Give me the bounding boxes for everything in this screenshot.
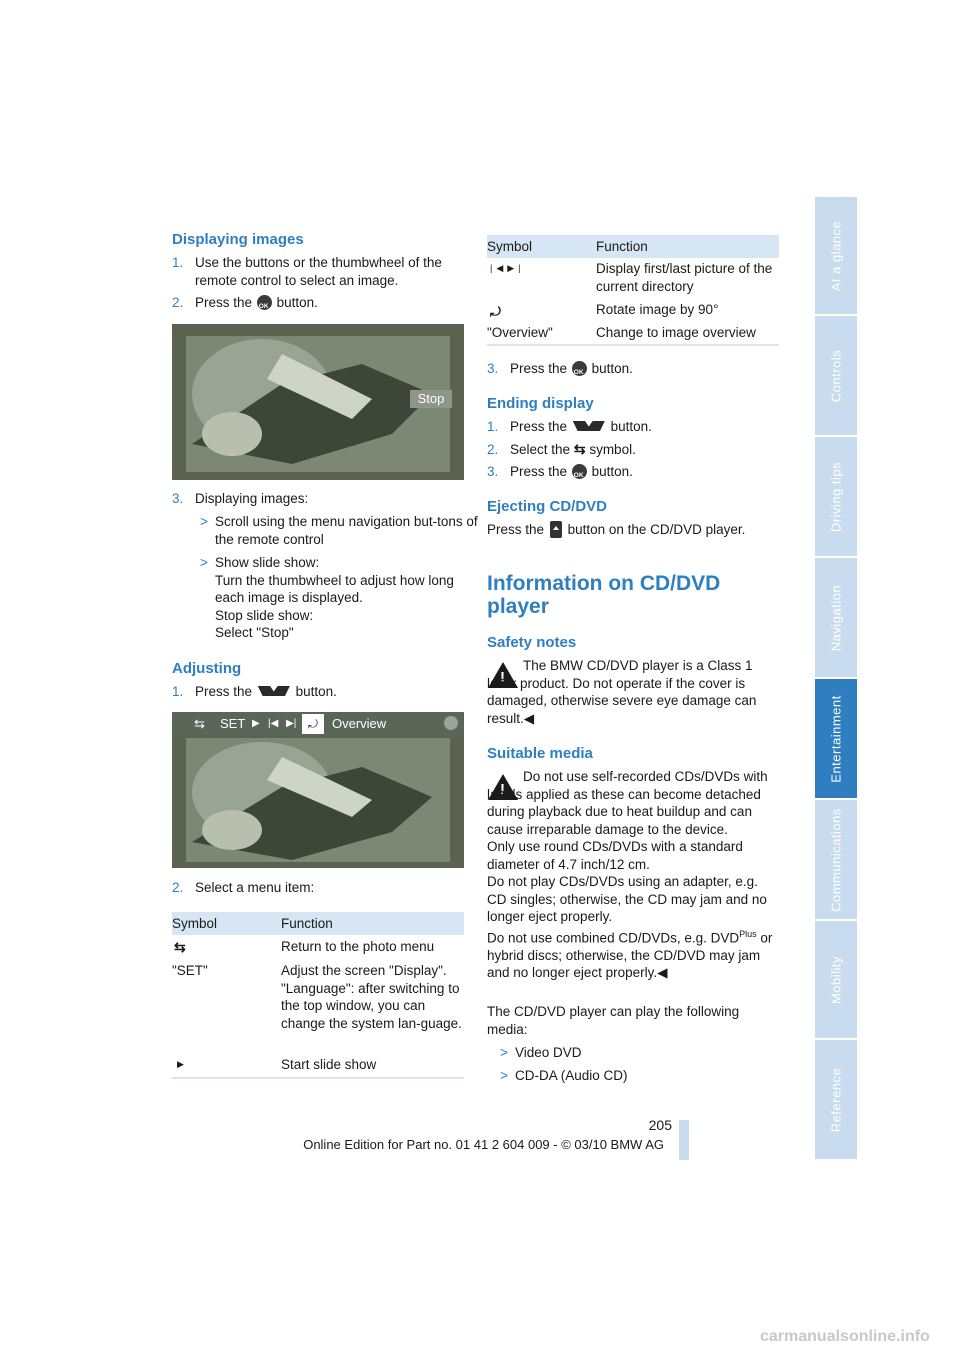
safety-text: The BMW CD/DVD player is a Class 1 laser product. Do not operate if the cover is damaged, otherwise severe eye damage can result.◀ xyxy=(487,658,757,726)
menu-table-col-function: Function xyxy=(281,916,333,931)
heading-ejecting: Ejecting CD/DVD xyxy=(487,498,608,515)
play-icon: ▶ xyxy=(177,1059,184,1069)
heading-suitable-media: Suitable media xyxy=(487,745,593,762)
menu-button-icon xyxy=(258,686,290,696)
eject-icon xyxy=(550,521,562,538)
media-bullet-cd-da: > CD-DA (Audio CD) xyxy=(500,1068,628,1083)
tab-mobility[interactable]: Mobility xyxy=(815,921,857,1040)
rotate-icon: ⤾ xyxy=(490,304,501,319)
heading-safety-notes: Safety notes xyxy=(487,634,577,651)
function-table-row-overview-function: Change to image overview xyxy=(596,325,756,340)
end-step-3: 3. Press the OK button. xyxy=(487,463,800,481)
function-table-col-function: Function xyxy=(596,239,648,254)
heading-adjusting: Adjusting xyxy=(172,660,242,677)
eject-text: Press the button on the CD/DVD player. xyxy=(487,522,746,537)
adjust-menu-screenshot xyxy=(172,712,464,868)
edition-text: Online Edition for Part no. 01 41 2 604 009 - © 03/10 BMW AG xyxy=(303,1137,664,1152)
step-3: 3. Displaying images: xyxy=(172,491,309,506)
page-number: 205 xyxy=(648,1117,672,1133)
menu-table-col-symbol: Symbol xyxy=(172,916,218,931)
menu-table-row-set-symbol: "SET" xyxy=(172,963,208,978)
end-step-1: 1. Press the button. xyxy=(487,419,652,434)
return-icon: ⇆ xyxy=(174,939,186,955)
heading-information: Information on CD/DVD player xyxy=(487,572,721,618)
menu-table-row-return: Return to the photo menu xyxy=(281,939,435,954)
tab-communications[interactable]: Communications xyxy=(815,800,857,921)
end-step-2: 2. Select the ⇆ symbol. xyxy=(487,441,636,457)
media-warning: Do not use self-recorded CDs/DVDs with labels applied as these can become detached during playback due to heat buildup and can cause irreparable damage to the device. Only use round CDs/DVDs with a standard diameter of 4.7 inch/12 cm. Do not play CDs/DVDs using an adapter, e.g. CD singles; otherwise, the CD may jam and no longer eject properly. Do not use combined CD/DVDs, e.g. $DVD^{Plus}$ or hybrid discs; otherwise, the CD/DVD may jam and no longer eject properly.◀ xyxy=(487,769,773,980)
ok-button-icon xyxy=(257,295,272,310)
tab-reference[interactable]: Reference xyxy=(815,1040,857,1161)
ok-button-icon xyxy=(572,464,587,479)
step-2: 2. Press the OK button. xyxy=(172,294,485,312)
right-step-3: 3. Press the OK button. xyxy=(487,360,800,378)
ok-button-icon xyxy=(572,361,587,376)
step-1: 1. Use the buttons or the thumbwheel of the remote control to select an image. xyxy=(172,255,442,288)
function-table-bottom-rule xyxy=(487,344,779,346)
page-marker xyxy=(679,1120,689,1160)
adjust-step-1: 1. Press the button. xyxy=(172,684,337,699)
menu-table-row-slideshow: Start slide show xyxy=(281,1057,377,1072)
menu-set[interactable]: SET xyxy=(220,716,246,731)
tab-navigation[interactable]: Navigation xyxy=(815,558,857,679)
tab-entertainment[interactable]: Entertainment xyxy=(815,679,857,800)
bullet-slide-show: > Show slide show: Turn the thumbwheel to adjust how long each image is displayed. Stop slide show: Select "Stop" xyxy=(200,555,454,640)
last-picture-icon[interactable]: ▶| xyxy=(286,718,297,729)
tab-driving-tips[interactable]: Driving tips xyxy=(815,437,857,558)
heading-displaying-images: Displaying images xyxy=(172,231,304,248)
adjust-menu-bar xyxy=(172,712,464,736)
media-intro: The CD/DVD player can play the following media: xyxy=(487,1004,740,1037)
slide-show-screenshot xyxy=(172,324,464,480)
menu-table-bottom-rule xyxy=(172,1077,464,1079)
bullet-scroll: > Scroll using the menu navigation but-tons of the remote control xyxy=(200,514,478,547)
back-icon[interactable]: ⇆ xyxy=(194,716,205,731)
function-table-col-symbol: Symbol xyxy=(487,239,533,254)
stop-label: Stop xyxy=(410,390,452,408)
rotate-icon[interactable]: ⤾ xyxy=(302,714,324,734)
play-icon[interactable]: ▶ xyxy=(252,718,260,729)
tab-at-a-glance[interactable]: At a glance xyxy=(815,197,857,316)
first-last-icon: |◀▶| xyxy=(490,263,525,273)
menu-overview[interactable]: Overview xyxy=(332,716,387,731)
adjust-step-2: 2. Select a menu item: xyxy=(172,880,315,895)
function-table-row-overview-symbol: "Overview" xyxy=(487,325,553,340)
first-picture-icon[interactable]: |◀ xyxy=(268,718,279,729)
menu-button-icon xyxy=(573,421,605,431)
tab-controls[interactable]: Controls xyxy=(815,316,857,437)
media-bullet-video-dvd: > Video DVD xyxy=(500,1045,582,1060)
menu-table-row-set-function: Adjust the screen "Display". "Language": after switching to the top window, you can change the system lan-guage. xyxy=(281,963,462,1031)
watermark: carmanualsonline.info xyxy=(760,1328,930,1345)
function-table-row-rotate: Rotate image by 90° xyxy=(596,302,719,317)
function-table-row-first-last: Display first/last picture of the current directory xyxy=(596,261,773,294)
controller-icon xyxy=(444,716,458,730)
heading-ending-display: Ending display xyxy=(487,395,594,412)
return-icon: ⇆ xyxy=(573,441,586,457)
